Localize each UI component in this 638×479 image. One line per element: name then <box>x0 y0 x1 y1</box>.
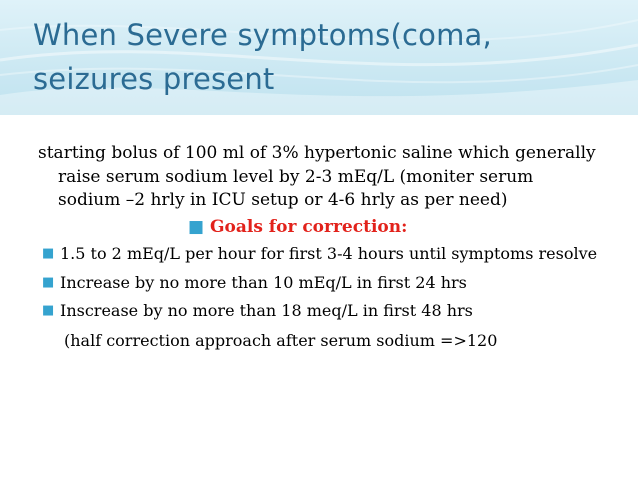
bullet-icon: ■ <box>42 274 55 290</box>
goal-text: Inscrease by no more than 18 meq/L in first 48 hrs <box>60 301 473 320</box>
goals-heading-text: Goals for correction: <box>209 216 408 237</box>
bullet-icon: ■ <box>188 216 205 237</box>
bullet-icon: ■ <box>42 303 55 318</box>
goals-list <box>38 243 598 323</box>
title-line-1: When Severe symptoms(coma, <box>33 18 492 52</box>
goals-heading <box>38 216 598 240</box>
lead-paragraph: starting bolus of 100 ml of 3% hypertonic saline which generally raise serum sodium level by 2-3 mEq/L (moniter serum sodium –2 hrly in ICU setup or 4-6 hrly as per need) <box>38 143 596 210</box>
goal-text: 1.5 to 2 mEq/L per hour for first 3-4 hours until symptoms resolve <box>60 244 598 263</box>
title-line-2: seizures present <box>33 62 275 96</box>
slide-title <box>33 13 613 101</box>
list-item <box>42 243 598 266</box>
goal-text: Increase by no more than 10 mEq/L in first 24 hrs <box>60 272 467 292</box>
closing-note: (half correction approach after serum sodium =>120 <box>64 330 498 350</box>
bullet-icon: ■ <box>42 246 55 261</box>
slide-body <box>38 142 598 352</box>
list-item <box>42 300 598 323</box>
list-item <box>42 272 598 295</box>
